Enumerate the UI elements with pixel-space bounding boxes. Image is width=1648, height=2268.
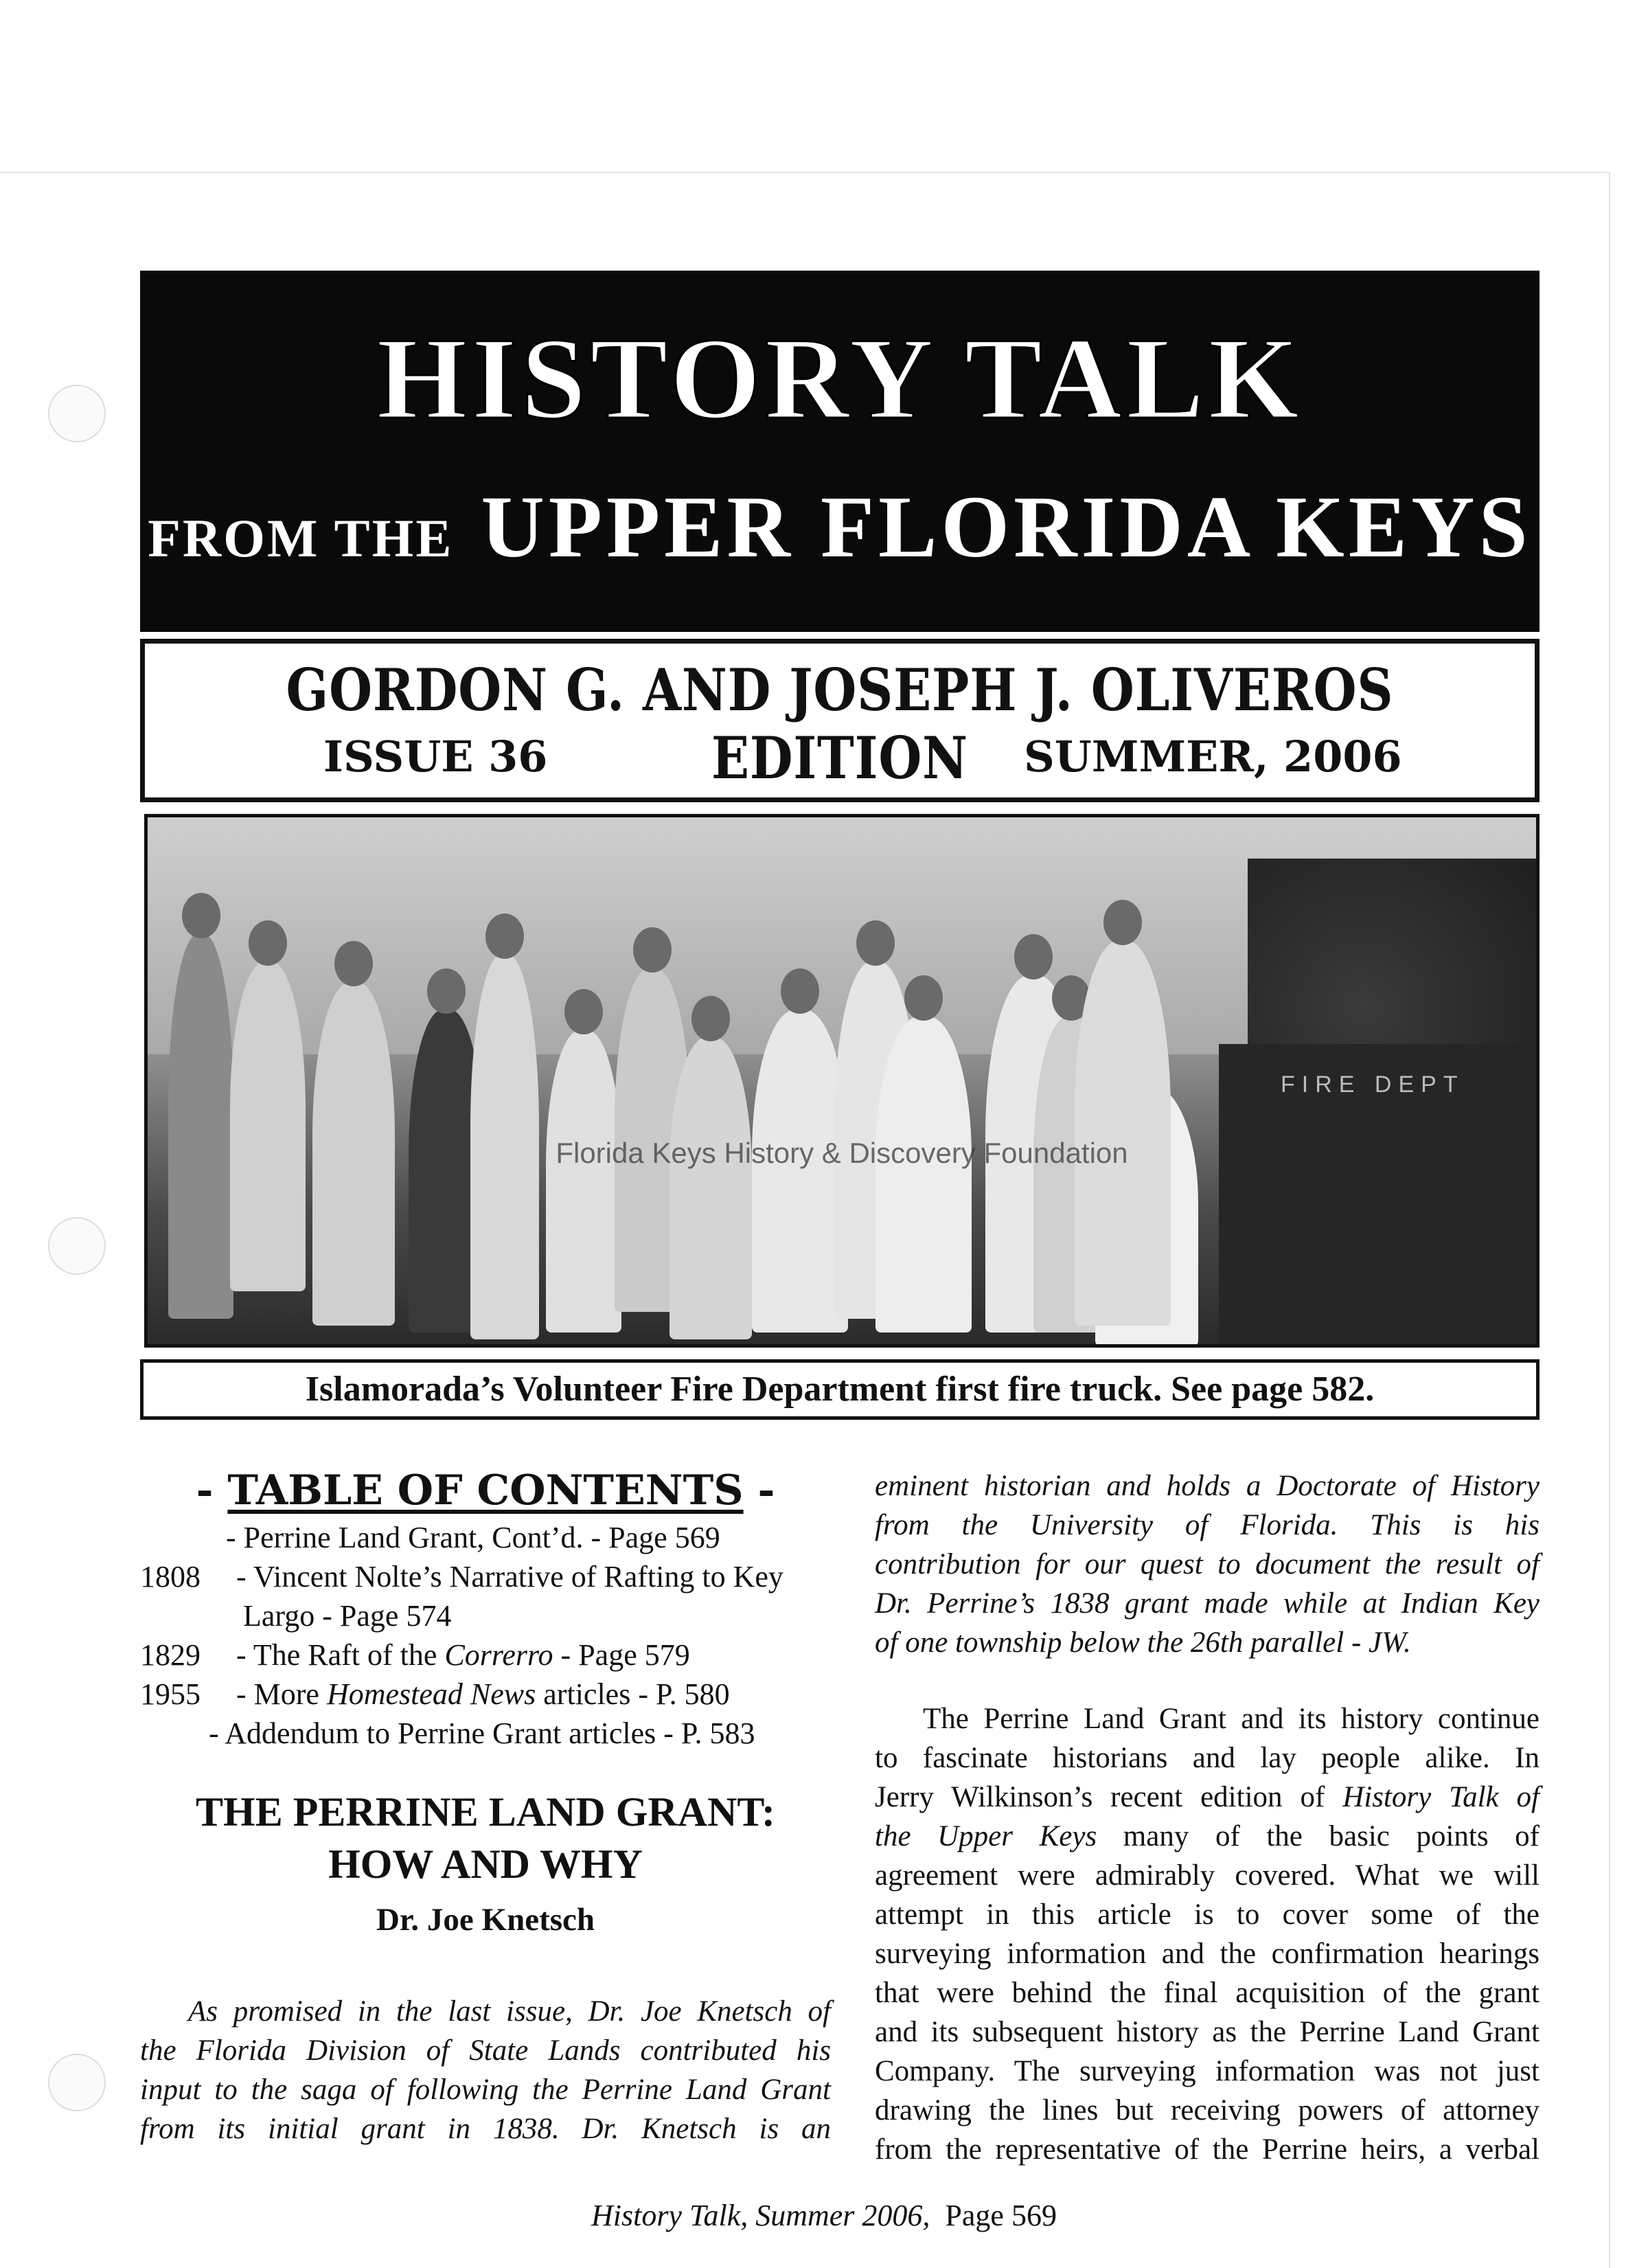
article-byline: Dr. Joe Knetsch [376,1902,595,1938]
text-line: Dr. Perrine’s 1838 grant made while at Indian Key [875,1587,1540,1620]
toc-entry-text: Largo - Page 574 [243,1599,452,1633]
toc-year: 1955 [140,1677,201,1711]
person-figure [752,1010,848,1333]
punch-hole [48,2054,106,2111]
toc-item [140,1518,831,1557]
toc-entry-text: - The Raft of the [236,1638,445,1672]
toc-entry-text: Correrro [444,1638,553,1672]
issue-season: SUMMER, 2006 [1024,732,1402,782]
text-line [875,1699,1540,1738]
edition-name: GORDON G. AND JOSEPH J. OLIVEROS EDITION [286,656,1394,792]
text-line [875,2052,1540,2091]
text-line [875,1738,1540,1778]
person-figure [670,1037,752,1339]
toc-item [140,1714,831,1753]
toc-item [140,1635,831,1675]
person-head [633,927,672,973]
toc-item [140,1675,831,1714]
text-line [875,1778,1540,1817]
intro-right [875,1466,1540,1662]
text-line [875,1895,1540,1934]
person-head [427,968,466,1014]
masthead-from-the: FROM THE [148,508,454,568]
text-line: from its initial grant in 1838. Dr. Knetsch is an [140,2113,831,2145]
text-line [875,2091,1540,2130]
text-segment: the Upper Keys [875,1820,1097,1852]
edition-box [140,639,1540,802]
toc-year: 1829 [140,1638,201,1672]
footer-publication: History Talk, Summer 2006, [591,2199,930,2232]
text-segment: agreement were admirably covered. What we will [875,1859,1540,1892]
text-segment: from the representative of the Perrine heirs, a verbal [875,2133,1540,2166]
toc-entry-text: - Vincent Nolte’s Narrative of Rafting to Key [236,1560,783,1594]
article-title-line2: HOW AND WHY [328,1841,643,1887]
toc-item [140,1557,831,1596]
person-figure [1075,941,1171,1326]
text-segment: to fascinate historians and lay people alike. In [875,1742,1540,1774]
toc-entry-text: articles - P. 580 [536,1677,730,1711]
person-head [564,989,603,1034]
person-head [691,996,730,1041]
text-segment: and its subsequent history as the Perrine Land Grant [875,2016,1540,2048]
watermark: Florida Keys History & Discovery Foundation [556,1137,1128,1169]
person-figure [168,934,233,1319]
text-line [875,1817,1540,1856]
toc-entry-text: Homestead News [326,1677,536,1711]
toc-entry [236,1635,690,1675]
text-segment: Company. The surveying information was not just [875,2055,1540,2087]
toc-title: - TABLE OF CONTENTS - [196,1466,775,1515]
toc-entry [236,1675,730,1714]
toc-entry [243,1596,451,1635]
text-line: of one township below the 26th parallel - JW. [875,1626,1411,1659]
article-title [140,1786,831,1890]
text-line [875,1973,1540,2012]
person-head [1103,900,1142,945]
punch-hole [48,385,106,442]
toc-entry-text: - More [236,1677,327,1711]
text-line [875,1934,1540,1973]
masthead [140,271,1540,632]
toc-entry-text: - Perrine Land Grant, Cont’d. - Page 569 [226,1521,720,1554]
text-line [875,2130,1540,2169]
intro-left [140,1992,831,2148]
photo-caption: Islamorada’s Volunteer Fire Department first fire truck. See page 582. [140,1359,1540,1420]
text-line: from the University of Florida. This is his [875,1509,1540,1541]
text-segment: The Perrine Land Grant and its history continue [923,1703,1540,1735]
toc-item [140,1596,831,1635]
toc-title-text: TABLE OF CONTENTS [227,1466,744,1515]
text-segment: Jerry Wilkinson’s recent edition of [875,1781,1343,1813]
person-head [249,920,287,966]
table-of-contents [140,1518,831,1753]
person-figure [876,1017,972,1333]
punch-hole [48,1217,106,1275]
text-line [875,2012,1540,2052]
text-line: input to the saga of following the Perrine Land Grant [140,2074,831,2106]
text-segment: attempt in this article is to cover some of the [875,1898,1540,1931]
toc-year: 1808 [140,1560,201,1594]
person-head [856,920,895,966]
fire-dept-lettering: FIRE DEPT [1281,1071,1465,1098]
person-head [334,941,373,986]
person-figure [230,962,306,1291]
toc-entry [209,1714,755,1753]
text-line [875,1856,1540,1895]
issue-number: ISSUE 36 [323,732,548,782]
text-segment: surveying information and the confirmation hearings [875,1938,1540,1970]
person-head [1014,934,1053,979]
text-segment: many of the basic points of [1097,1820,1540,1852]
toc-entry [226,1518,720,1557]
text-segment: History Talk of [1342,1781,1540,1813]
person-head [904,975,943,1021]
footer-page-number: Page 569 [945,2199,1057,2232]
toc-entry-text: - Page 579 [553,1638,690,1672]
masthead-title: HISTORY TALK [376,314,1303,443]
article-title-line1: THE PERRINE LAND GRANT: [196,1789,775,1835]
person-head [781,968,819,1014]
text-line: eminent historian and holds a Doctorate of History [875,1470,1540,1502]
text-segment: drawing the lines but receiving powers of attorney [875,2094,1540,2127]
article-body [875,1699,1540,2169]
toc-entry [236,1557,783,1596]
text-segment: that were behind the final acquisition of the grant [875,1977,1540,2009]
text-line: contribution for our quest to document the result of [875,1548,1540,1580]
text-line: As promised in the last issue, Dr. Joe Knetsch of [188,1995,831,2028]
masthead-region: UPPER FLORIDA KEYS [481,478,1532,576]
cover-photo [144,814,1540,1348]
text-line: the Florida Division of State Lands contributed his [140,2034,831,2067]
masthead-subtitle [140,477,1540,578]
person-figure [546,1030,621,1333]
page-footer [0,2198,1648,2233]
toc-entry-text: - Addendum to Perrine Grant articles - P. 583 [209,1716,755,1750]
person-head [182,893,220,938]
person-head [485,914,524,959]
